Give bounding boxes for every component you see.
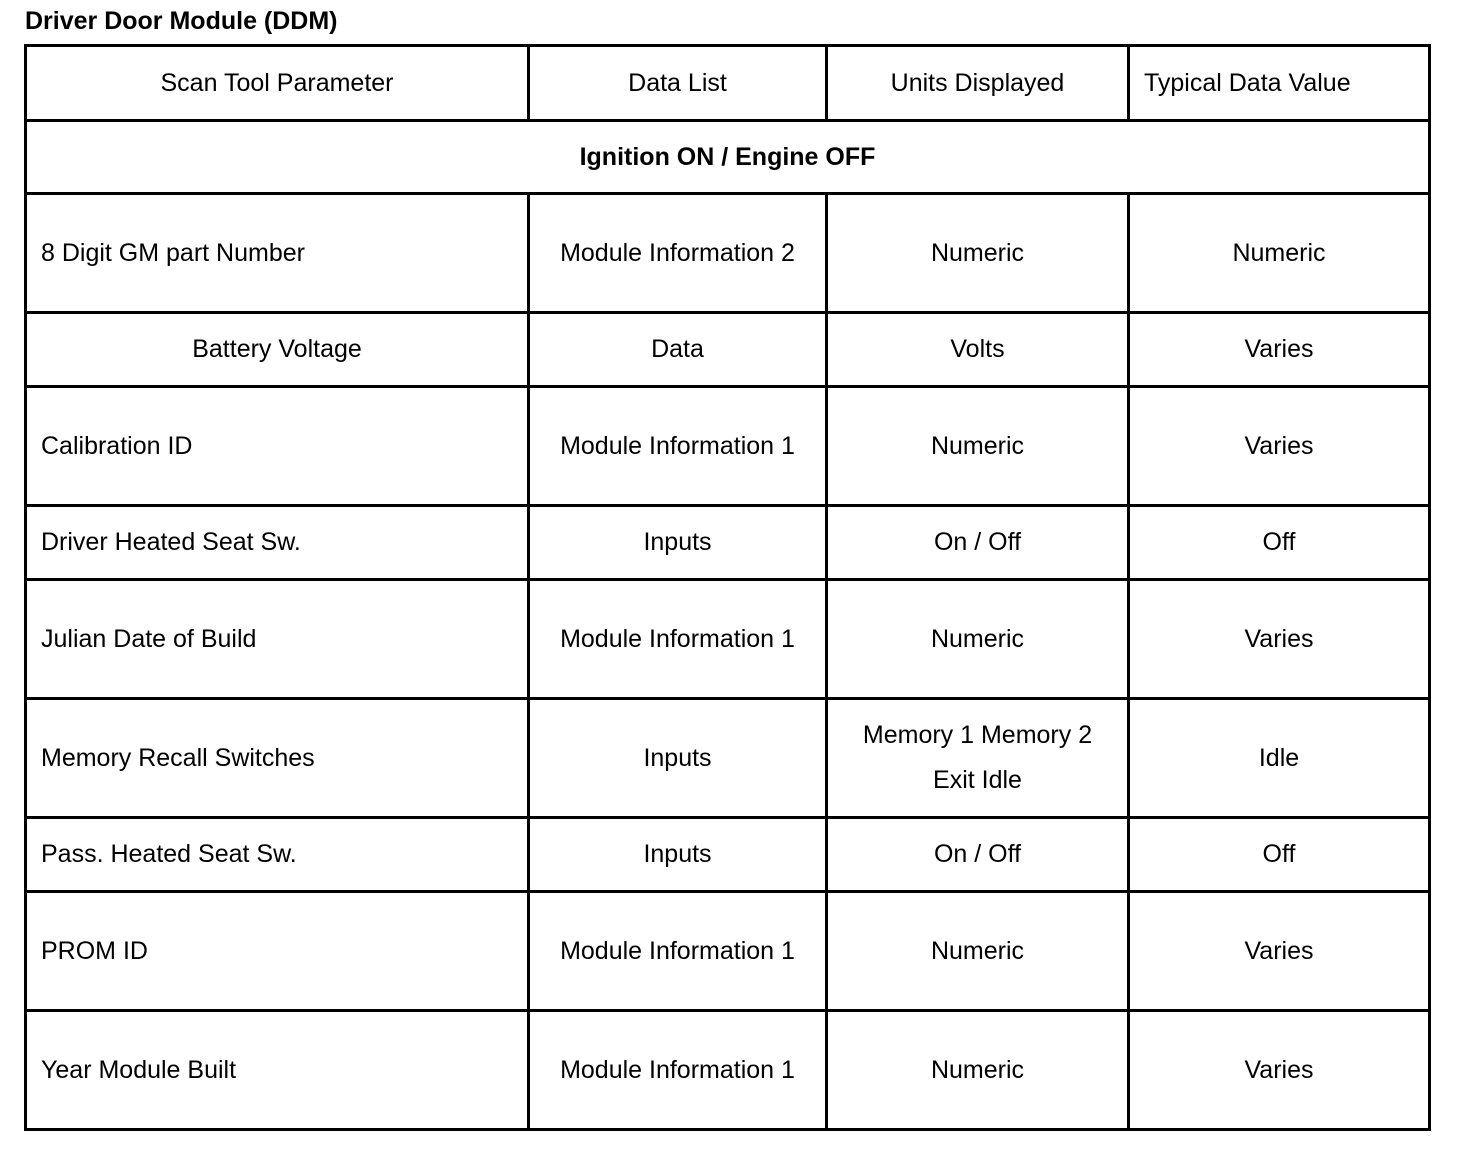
cell-data-list: Module Information 1 [529,580,827,699]
table-row [26,313,1430,387]
cell-parameter: Driver Heated Seat Sw. [26,506,529,580]
cell-parameter: Calibration ID [26,387,529,506]
cell-units: Numeric [827,580,1129,699]
table-row [26,1011,1430,1130]
cell-typical-value: Numeric [1129,194,1430,313]
cell-units: Numeric [827,387,1129,506]
table-row [26,506,1430,580]
scan-tool-data-table [24,44,1431,1131]
cell-typical-value: Off [1129,818,1430,892]
cell-parameter: 8 Digit GM part Number [26,194,529,313]
cell-data-list: Inputs [529,506,827,580]
cell-typical-value: Idle [1129,699,1430,818]
header-typical-data-value: Typical Data Value [1129,46,1430,121]
cell-units: Numeric [827,194,1129,313]
cell-data-list: Inputs [529,818,827,892]
cell-units: Numeric [827,892,1129,1011]
cell-typical-value: Varies [1129,580,1430,699]
table-header-row [26,46,1430,121]
cell-data-list: Data [529,313,827,387]
cell-typical-value: Varies [1129,892,1430,1011]
cell-parameter: Battery Voltage [26,313,529,387]
table-row [26,699,1430,818]
cell-parameter: Memory Recall Switches [26,699,529,818]
cell-data-list: Module Information 1 [529,892,827,1011]
cell-data-list: Inputs [529,699,827,818]
section-row [26,121,1430,194]
cell-units: On / Off [827,818,1129,892]
cell-parameter: Pass. Heated Seat Sw. [26,818,529,892]
cell-units: Volts [827,313,1129,387]
cell-typical-value: Off [1129,506,1430,580]
cell-typical-value: Varies [1129,1011,1430,1130]
header-data-list: Data List [529,46,827,121]
table-row [26,818,1430,892]
cell-parameter: Year Module Built [26,1011,529,1130]
header-units-displayed: Units Displayed [827,46,1129,121]
table-row [26,194,1430,313]
table-row [26,580,1430,699]
table-row [26,387,1430,506]
cell-units: On / Off [827,506,1129,580]
cell-units: Numeric [827,1011,1129,1130]
header-scan-tool-parameter: Scan Tool Parameter [26,46,529,121]
cell-data-list: Module Information 1 [529,1011,827,1130]
cell-typical-value: Varies [1129,313,1430,387]
cell-parameter: Julian Date of Build [26,580,529,699]
cell-data-list: Module Information 2 [529,194,827,313]
cell-units: Memory 1 Memory 2 Exit Idle [827,699,1129,818]
table-row [26,892,1430,1011]
section-label: Ignition ON / Engine OFF [26,121,1430,194]
cell-data-list: Module Information 1 [529,387,827,506]
cell-parameter: PROM ID [26,892,529,1011]
document-title: Driver Door Module (DDM) [25,7,338,35]
cell-typical-value: Varies [1129,387,1430,506]
